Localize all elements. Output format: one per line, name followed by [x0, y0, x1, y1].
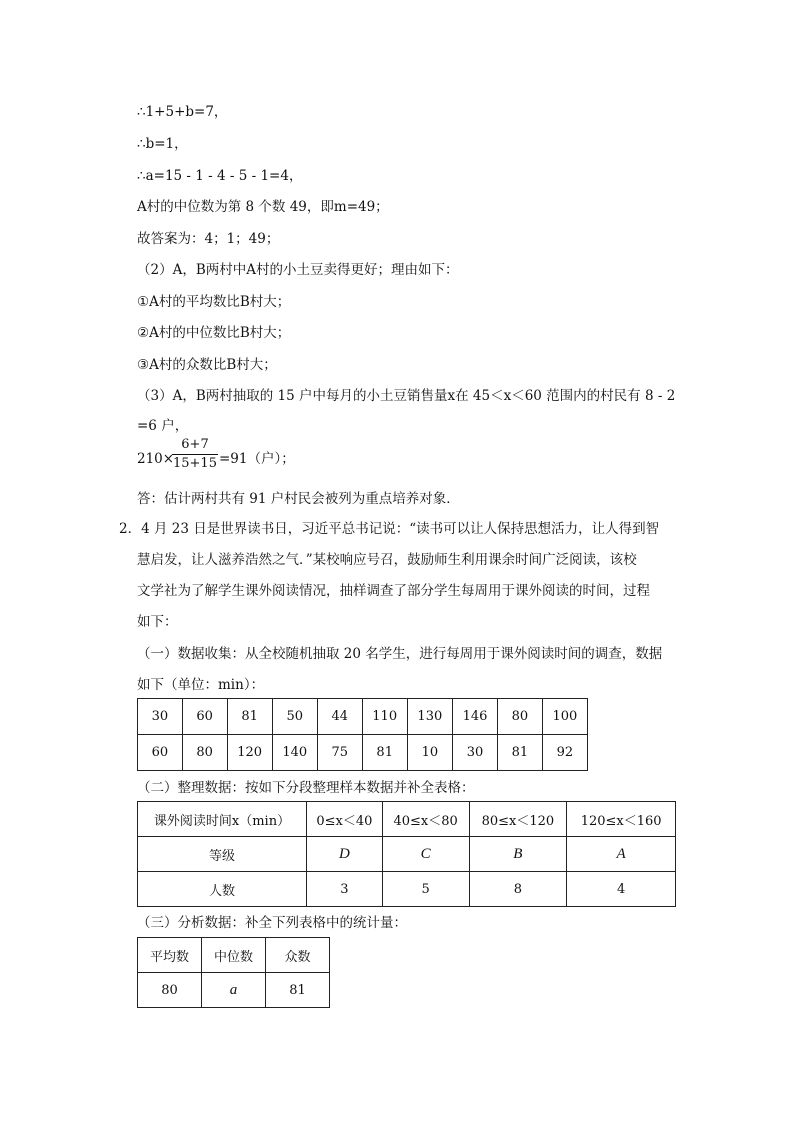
formula-suffix: =91（户）；: [219, 451, 295, 467]
table-cell: 44: [317, 699, 362, 735]
table-cell: 30: [452, 735, 497, 771]
table-cell: 81: [265, 973, 329, 1008]
table-cell: 130: [407, 699, 452, 735]
table-cell: 80: [498, 699, 543, 735]
stats-table: [137, 937, 330, 1008]
line-15: 文学社为了解学生课外阅读情况，抽样调查了部分学生每周用于课外阅读的时间，过程: [137, 583, 650, 599]
table-cell: 5: [382, 872, 469, 907]
formula-prefix: 210×: [137, 451, 175, 467]
table-cell: 110: [362, 699, 407, 735]
table-row: [138, 735, 588, 771]
table-header-cell: 平均数: [138, 938, 202, 973]
line-17: （一）数据收集：从全校随机抽取 20 名学生，进行每周用于课外阅读时间的调查，数据: [137, 646, 663, 662]
table-cell: 30: [138, 699, 183, 735]
table-cell: 80: [138, 973, 202, 1008]
table-cell: 81: [362, 735, 407, 771]
line-7: ①A村的平均数比B村大；: [137, 294, 291, 310]
line-6: （2）A，B两村中A村的小土豆卖得更好；理由如下：: [137, 262, 459, 278]
table-cell: 140: [272, 735, 317, 771]
line-1: ∴1+5+b=7，: [137, 104, 228, 120]
table-cell: 60: [182, 699, 227, 735]
line-10: （3）A，B两村抽取的 15 户中每月的小土豆销售量x在 45＜x＜60 范围内的村民有 8 - 2: [137, 388, 676, 404]
table-header-cell: 众数: [265, 938, 329, 973]
table-row: [138, 973, 330, 1008]
data-table: [137, 698, 588, 771]
table-cell: 120: [227, 735, 272, 771]
table-row: [138, 699, 588, 735]
line-4: A村的中位数为第 8 个数 49，即m=49；: [137, 199, 389, 215]
table-cell: 50: [272, 699, 317, 735]
line-20: （三）分析数据：补全下列表格中的统计量：: [137, 915, 407, 931]
table-cell: B: [469, 837, 567, 872]
table-cell: 10: [407, 735, 452, 771]
table-header-cell: 40≤x＜80: [382, 802, 469, 837]
line-8: ②A村的中位数比B村大；: [137, 325, 291, 341]
table-cell: 81: [498, 735, 543, 771]
table-cell: 81: [227, 699, 272, 735]
line-5: 故答案为：4；1；49；: [137, 231, 280, 247]
fraction-numerator: 6+7: [181, 437, 209, 452]
table-cell: 75: [317, 735, 362, 771]
table-row: [138, 938, 330, 973]
table-header-cell: 0≤x＜40: [307, 802, 383, 837]
table-cell: 60: [138, 735, 183, 771]
table-header-cell: 中位数: [202, 938, 266, 973]
table-cell: 人数: [138, 872, 307, 907]
line-3: ∴a=15 - 1 - 4 - 5 - 1=4，: [137, 168, 303, 184]
table-row: [138, 872, 676, 907]
table-cell: 8: [469, 872, 567, 907]
table-cell: 92: [542, 735, 587, 771]
table-cell: D: [307, 837, 383, 872]
table-cell: C: [382, 837, 469, 872]
line-9: ③A村的众数比B村大；: [137, 357, 277, 373]
table-row: [138, 837, 676, 872]
line-18: 如下（单位：min）：: [137, 677, 265, 693]
table-cell: 等级: [138, 837, 307, 872]
table-cell: 146: [452, 699, 497, 735]
table-cell: 3: [307, 872, 383, 907]
line-11: =6 户，: [137, 418, 189, 434]
table-header-cell: 80≤x＜120: [469, 802, 567, 837]
table-cell: 80: [182, 735, 227, 771]
fraction: [172, 437, 218, 472]
line-14: 慧启发，让人滋养浩然之气．”某校响应号召，鼓励师生利用课余时间广泛阅读，该校: [137, 552, 637, 568]
line-16: 如下：: [137, 614, 178, 630]
table-row: [138, 802, 676, 837]
table-cell: 4: [567, 872, 676, 907]
table-cell: a: [202, 973, 266, 1008]
line-12: 答：估计两村共有 91 户村民会被列为重点培养对象．: [137, 491, 460, 507]
fraction-bar: [172, 454, 218, 455]
line-13: 2．4 月 23 日是世界读书日，习近平总书记说：“读书可以让人保持思想活力，让人得到智: [119, 521, 660, 537]
table-header-cell: 课外阅读时间x（min）: [138, 802, 307, 837]
table-header-cell: 120≤x＜160: [567, 802, 676, 837]
fraction-denominator: 15+15: [173, 456, 217, 471]
table-cell: 100: [542, 699, 587, 735]
line-2: ∴b=1，: [137, 136, 188, 152]
line-19: （二）整理数据：按如下分段整理样本数据并补全表格：: [137, 780, 475, 796]
table-cell: A: [567, 837, 676, 872]
group-table: [137, 801, 676, 907]
